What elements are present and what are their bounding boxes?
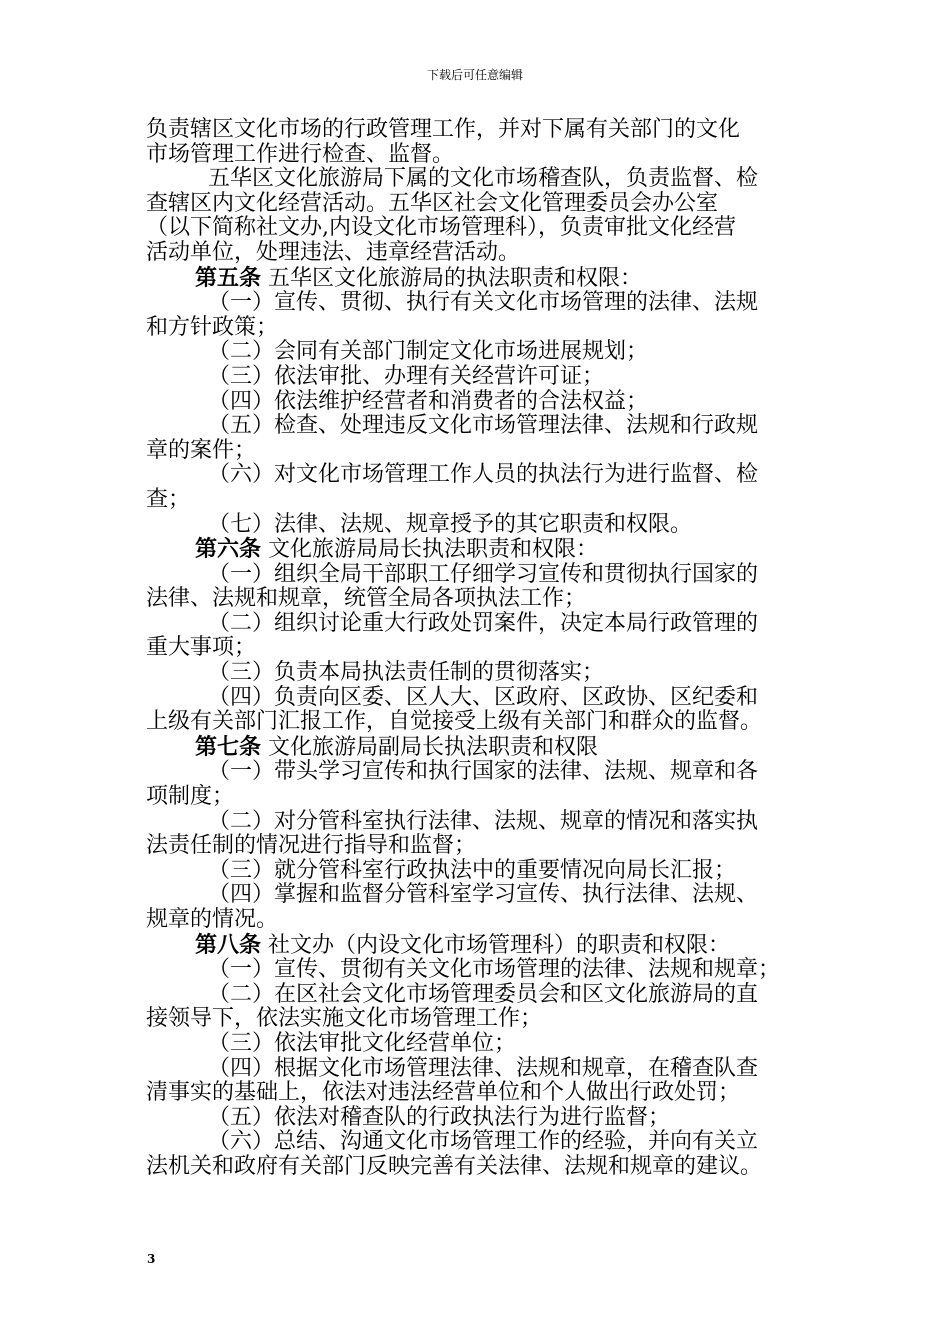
- text-line: [146, 365, 810, 390]
- article-number: 第五条: [195, 264, 262, 291]
- text-line: [146, 958, 810, 983]
- line-text: （二）组织讨论重大行政处罚案件，决定本局行政管理的: [208, 610, 759, 636]
- line-text: 规章的情况。: [146, 907, 279, 932]
- text-line: [146, 192, 810, 217]
- line-text: （以下简称社文办,内设文化市场管理科），负责审批文化经营: [146, 215, 736, 241]
- line-text: 清事实的基础上，依法对违法经营单位和个人做出行政处罚；: [146, 1080, 741, 1106]
- article-heading: [146, 933, 810, 959]
- text-line: [146, 661, 810, 686]
- article-number: 第七条: [195, 733, 262, 760]
- text-line: [146, 439, 810, 464]
- line-text: 和方针政策；: [146, 314, 279, 340]
- line-text: 法律、法规和规章，统管全局各项执法工作；: [146, 586, 587, 612]
- text-line: [146, 1007, 810, 1032]
- line-text: 法机关和政府有关部门反映完善有关法律、法规和规章的建议。: [146, 1153, 763, 1179]
- text-line: [146, 1057, 810, 1082]
- line-text: （六）总结、沟通文化市场管理工作的经验，并向有关立: [208, 1129, 759, 1155]
- line-text: （三）依法审批、办理有关经营许可证；: [208, 363, 605, 389]
- text-line: [146, 1155, 810, 1180]
- text-line: [146, 513, 810, 538]
- line-text: （四）掌握和监督分管科室学习宣传、执行法律、法规、: [208, 882, 759, 908]
- line-text: （四）依法维护经营者和消费者的合法权益；: [208, 388, 649, 414]
- line-text: （一）带头学习宣传和执行国家的法律、法规、规章和各: [208, 759, 759, 785]
- line-text: 五华区文化旅游局下属的文化市场稽查队，负责监督、检: [208, 166, 759, 192]
- text-line: [146, 810, 810, 835]
- text-line: [146, 463, 810, 488]
- article-number: 第六条: [195, 536, 262, 563]
- text-line: [146, 908, 810, 933]
- text-line: [146, 216, 810, 241]
- line-text: （三）就分管科室行政执法中的重要情况向局长汇报；: [208, 857, 737, 883]
- line-text: 项制度；: [146, 784, 235, 810]
- text-line: [146, 167, 810, 192]
- text-line: [146, 785, 810, 810]
- text-line: [146, 710, 810, 735]
- line-text: （四）负责向区委、区人大、区政府、区政协、区纪委和: [208, 684, 759, 710]
- text-line: [146, 390, 810, 415]
- text-line: [146, 1130, 810, 1155]
- text-line: [146, 143, 810, 168]
- line-text: （二）在区社会文化市场管理委员会和区文化旅游局的直: [208, 981, 759, 1007]
- line-text: 社文办（内设文化市场管理科）的职责和权限：: [261, 932, 731, 958]
- line-text: 活动单位，处理违法、违章经营活动。: [146, 239, 521, 265]
- text-line: [146, 563, 810, 588]
- page-number: 3: [147, 1252, 156, 1266]
- text-line: [146, 340, 810, 365]
- text-line: [146, 414, 810, 439]
- text-line: [146, 983, 810, 1008]
- line-text: （四）根据文化市场管理法律、法规和规章，在稽查队查: [208, 1055, 759, 1081]
- document-body: [146, 118, 810, 1180]
- article-heading: [146, 537, 810, 563]
- text-line: [146, 612, 810, 637]
- text-line: [146, 587, 810, 612]
- line-text: （一）组织全局干部职工仔细学习宣传和贯彻执行国家的: [208, 561, 759, 587]
- line-text: 接领导下，依法实施文化市场管理工作；: [146, 1006, 543, 1032]
- line-text: （一）宣传、贯彻、执行有关文化市场管理的法律、法规: [208, 290, 759, 316]
- text-line: [146, 686, 810, 711]
- line-text: （七）法律、法规、规章授予的其它职责和权限。: [208, 511, 693, 537]
- text-line: [146, 118, 810, 143]
- line-text: 市场管理工作进行检查、监督。: [146, 141, 455, 167]
- text-line: [146, 636, 810, 661]
- text-line: [146, 291, 810, 316]
- line-text: （二）会同有关部门制定文化市场进展规划；: [208, 339, 649, 365]
- line-text: 文化旅游局副局长执法职责和权限: [261, 734, 599, 760]
- text-line: [146, 883, 810, 908]
- line-text: 五华区文化旅游局的执法职责和权限：: [261, 265, 643, 291]
- line-text: （五）依法对稽查队的行政执法行为进行监督；: [208, 1104, 671, 1130]
- line-text: 章的案件；: [146, 437, 257, 463]
- page-header: 下载后可任意编辑: [426, 68, 523, 82]
- line-text: 法责任制的情况进行指导和监督；: [146, 833, 477, 859]
- line-text: 查；: [146, 486, 191, 512]
- line-text: （一）宣传、贯彻有关文化市场管理的法律、法规和规章；: [208, 957, 781, 983]
- text-line: [146, 316, 810, 341]
- article-heading: [146, 735, 810, 761]
- article-heading: [146, 266, 810, 292]
- line-text: （二）对分管科室执行法律、法规、规章的情况和落实执: [208, 808, 759, 834]
- line-text: 文化旅游局局长执法职责和权限：: [261, 537, 599, 563]
- text-line: [146, 1032, 810, 1057]
- line-text: （三）依法审批文化经营单位；: [208, 1030, 517, 1056]
- line-text: （五）检查、处理违反文化市场管理法律、法规和行政规: [208, 413, 759, 439]
- text-line: [146, 1106, 810, 1131]
- line-text: 上级有关部门汇报工作，自觉接受上级有关部门和群众的监督。: [146, 709, 763, 735]
- line-text: 查辖区内文化经营活动。五华区社会文化管理委员会办公室: [146, 190, 719, 216]
- article-number: 第八条: [195, 931, 262, 958]
- text-line: [146, 859, 810, 884]
- line-text: 负责辖区文化市场的行政管理工作，并对下属有关部门的文化: [146, 117, 741, 142]
- line-text: （三）负责本局执法责任制的贯彻落实；: [208, 660, 605, 686]
- text-line: [146, 488, 810, 513]
- text-line: [146, 241, 810, 266]
- text-line: [146, 760, 810, 785]
- line-text: 重大事项；: [146, 635, 257, 661]
- text-line: [146, 834, 810, 859]
- text-line: [146, 1081, 810, 1106]
- line-text: （六）对文化市场管理工作人员的执法行为进行监督、检: [208, 462, 759, 488]
